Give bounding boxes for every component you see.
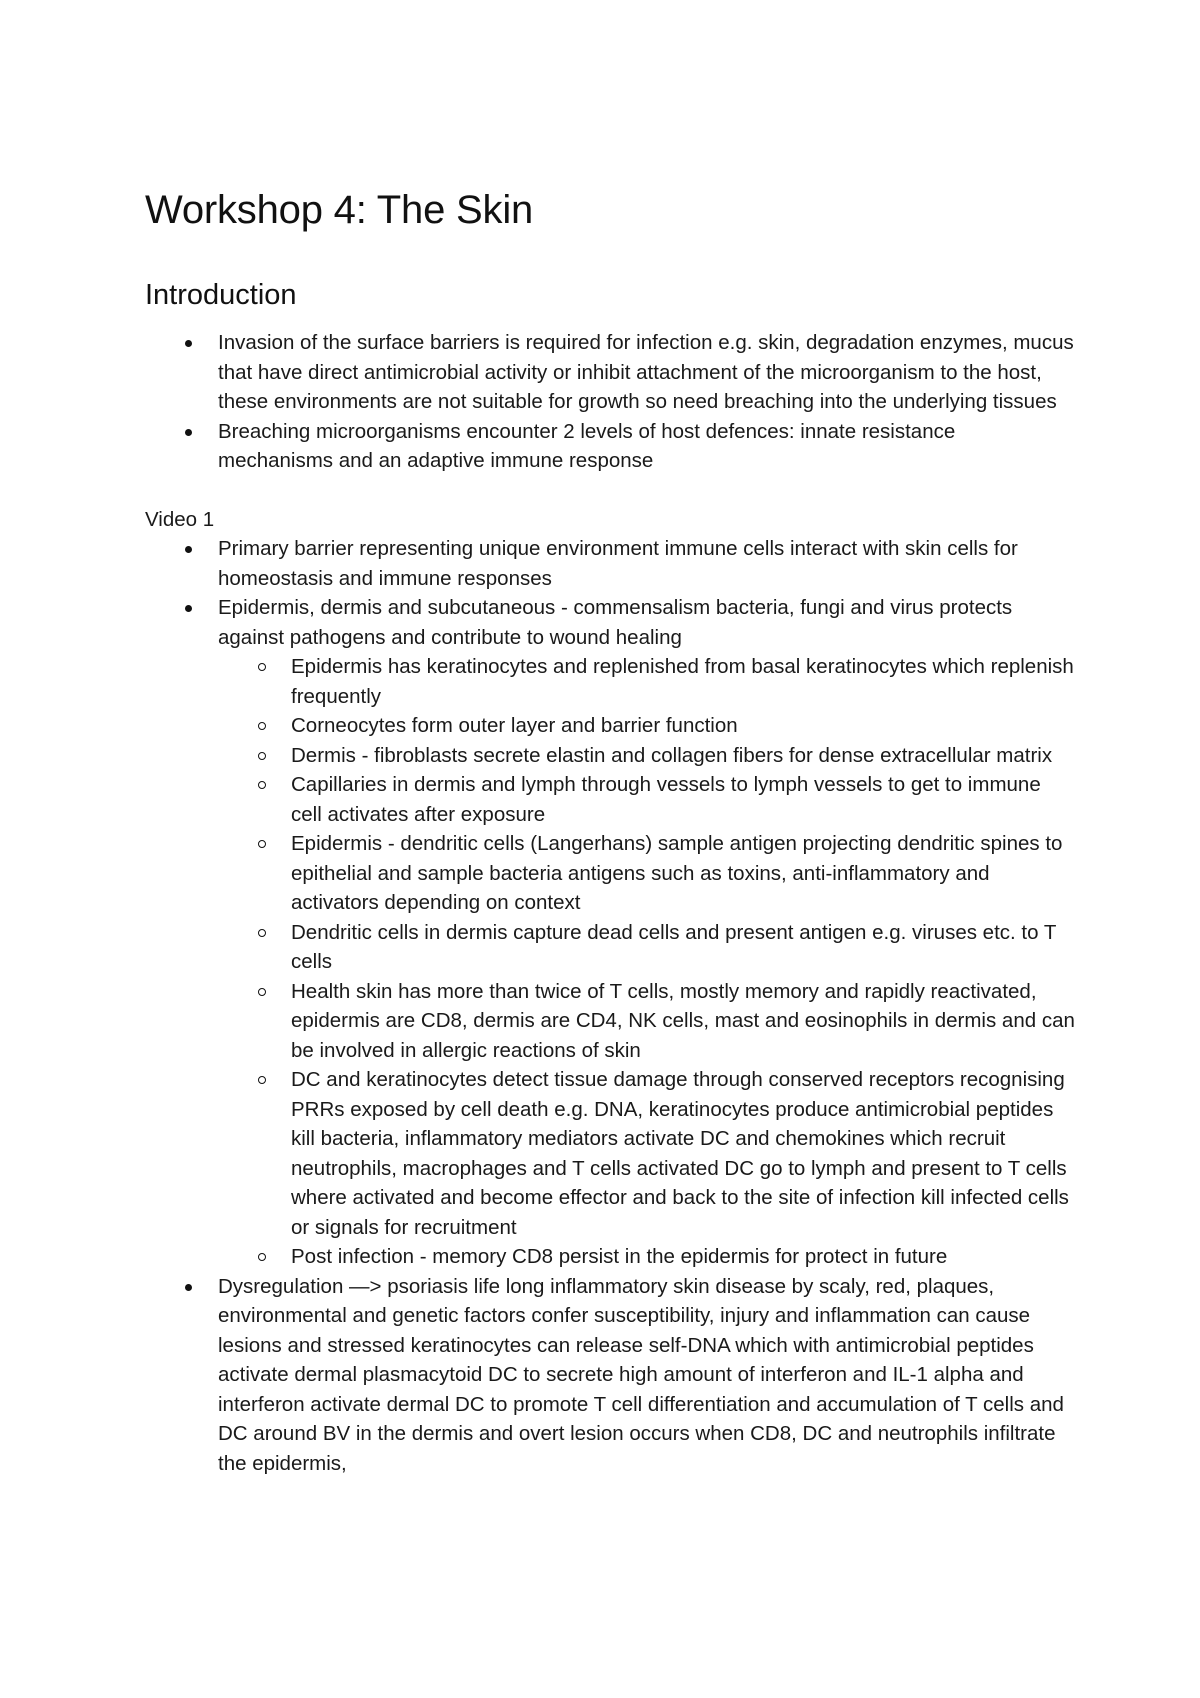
video-bullet-text: Epidermis, dermis and subcutaneous - commensalism bacteria, fungi and virus protects against pathogens and contribute to wound healing bbox=[218, 596, 1013, 649]
document-body bbox=[145, 328, 1075, 1478]
video-label: Video 1 bbox=[145, 507, 215, 531]
section-heading-introduction: Introduction bbox=[145, 279, 297, 311]
video-bullet: Dysregulation —> psoriasis life long inflammatory skin disease by scaly, red, plaques, environmental and genetic factors confer susceptibility, injury and inflammation can cause lesions and stressed keratinocytes can release self-DNA which with antimicrobial peptides activate dermal plasmacytoid DC to secrete high amount of interferon and IL-1 alpha and interferon activate dermal DC to promote T cell differentiation and accumulation of T cells and DC around BV in the dermis and overt lesion occurs when CD8, DC and neutrophils infiltrate the epidermis, bbox=[145, 1272, 1075, 1479]
video-sub-bullet: Corneocytes form outer layer and barrier function bbox=[218, 711, 1075, 741]
video-sub-bullet: Epidermis has keratinocytes and replenished from basal keratinocytes which replenish frequently bbox=[218, 652, 1075, 711]
intro-bullet: Invasion of the surface barriers is required for infection e.g. skin, degradation enzymes, mucus that have direct antimicrobial activity or inhibit attachment of the microorganism to the host, these environments are not suitable for growth so need breaching into the underlying tissues bbox=[145, 328, 1075, 417]
intro-bullet-list bbox=[145, 328, 1075, 476]
video-sub-bullet: Epidermis - dendritic cells (Langerhans) sample antigen projecting dendritic spines to epithelial and sample bacteria antigens such as toxins, anti-inflammatory and activators depending on context bbox=[218, 829, 1075, 918]
video-sub-bullet: Post infection - memory CD8 persist in the epidermis for protect in future bbox=[218, 1242, 1075, 1272]
video-bullet-with-sublist bbox=[145, 593, 1075, 1272]
video-sub-bullet: Dendritic cells in dermis capture dead cells and present antigen e.g. viruses etc. to T cells bbox=[218, 918, 1075, 977]
video-sub-bullet: DC and keratinocytes detect tissue damage through conserved receptors recognising PRRs exposed by cell death e.g. DNA, keratinocytes produce antimicrobial peptides kill bacteria, inflammatory mediators activate DC and chemokines which recruit neutrophils, macrophages and T cells activated DC go to lymph and present to T cells where activated and become effector and back to the site of infection kill infected cells or signals for recruitment bbox=[218, 1065, 1075, 1242]
document-title: Workshop 4: The Skin bbox=[145, 188, 534, 232]
video-sub-bullet: Dermis - fibroblasts secrete elastin and collagen fibers for dense extracellular matrix bbox=[218, 741, 1075, 771]
video-sub-bullet-list bbox=[145, 652, 1075, 1272]
video-sub-bullet: Capillaries in dermis and lymph through vessels to lymph vessels to get to immune cell activates after exposure bbox=[218, 770, 1075, 829]
video-sub-bullet: Health skin has more than twice of T cells, mostly memory and rapidly reactivated, epidermis are CD8, dermis are CD4, NK cells, mast and eosinophils in dermis and can be involved in allergic reactions of skin bbox=[218, 977, 1075, 1066]
video-bullet: Primary barrier representing unique environment immune cells interact with skin cells for homeostasis and immune responses bbox=[145, 534, 1075, 593]
intro-bullet: Breaching microorganisms encounter 2 levels of host defences: innate resistance mechanisms and an adaptive immune response bbox=[145, 417, 1075, 476]
video-bullet-list bbox=[145, 534, 1075, 1478]
